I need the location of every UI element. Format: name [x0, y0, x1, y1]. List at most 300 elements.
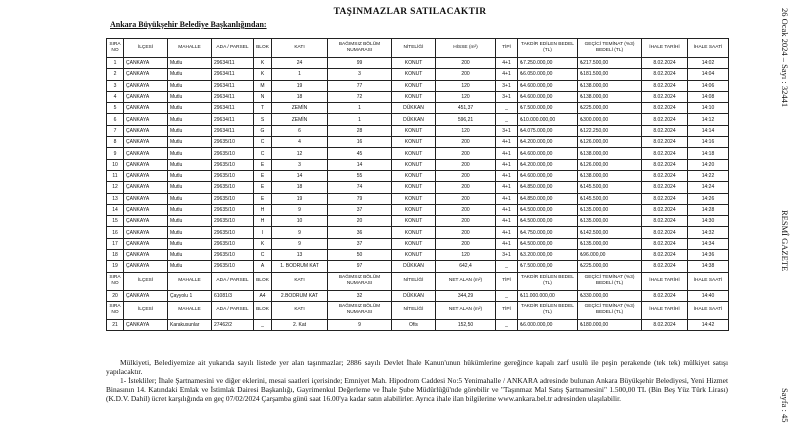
table-cell: M	[254, 80, 272, 91]
table-row	[107, 69, 729, 80]
table-cell: _	[496, 261, 518, 272]
table-cell: 200	[436, 58, 496, 69]
table-cell: C	[254, 137, 272, 148]
table-cell: S	[254, 114, 272, 125]
table-cell: ₺135.000,00	[578, 204, 642, 215]
table-cell: 29635/10	[212, 137, 254, 148]
table-cell: Mutlu	[168, 103, 212, 114]
table-cell: 14	[107, 204, 124, 215]
table-cell: 10	[272, 216, 328, 227]
table-cell: 8.02.2024	[642, 227, 688, 238]
table-cell: ÇANKAYA	[124, 216, 168, 227]
table-cell: ÇANKAYA	[124, 159, 168, 170]
table-cell: 12	[272, 148, 328, 159]
table-cell: 1	[328, 103, 392, 114]
column-header: BLOK	[254, 301, 272, 319]
table-cell: 8.02.2024	[642, 137, 688, 148]
table-cell: A4	[254, 290, 272, 301]
table-cell: 4+1	[496, 137, 518, 148]
table-cell: ÇANKAYA	[124, 204, 168, 215]
table-cell: ₺6.000.000,00	[518, 319, 578, 330]
column-header: MAHALLE	[168, 39, 212, 58]
table-cell: 8.02.2024	[642, 159, 688, 170]
table-cell: ₺4.500.000,00	[518, 238, 578, 249]
column-header: MAHALLE	[168, 272, 212, 290]
table-cell: 97	[328, 261, 392, 272]
table-row	[107, 238, 729, 249]
table-cell: 14:12	[688, 114, 729, 125]
table-cell: Mutlu	[168, 227, 212, 238]
table-cell: 596,21	[436, 114, 496, 125]
table-cell: ₺180.000,00	[578, 319, 642, 330]
table-cell: 77	[328, 80, 392, 91]
table-cell: ₺217.500,00	[578, 58, 642, 69]
table-cell: DÜKKAN	[392, 261, 436, 272]
table-cell: ZEMİN	[272, 114, 328, 125]
table-cell: E	[254, 182, 272, 193]
table-cell: 3+1	[496, 125, 518, 136]
table-cell: 37	[328, 204, 392, 215]
table-cell: 200	[436, 159, 496, 170]
table-cell: 4+1	[496, 182, 518, 193]
table-cell: 32	[328, 290, 392, 301]
table-cell: 16	[107, 227, 124, 238]
table-cell: 4+1	[496, 58, 518, 69]
table-cell: 8.02.2024	[642, 182, 688, 193]
table-cell: 18	[272, 91, 328, 102]
table-cell: 2	[107, 69, 124, 80]
table-cell: 17	[107, 238, 124, 249]
table-cell: 21	[107, 319, 124, 330]
table-cell: ₺7.500.000,00	[518, 261, 578, 272]
table-cell: Karakusunlar	[168, 319, 212, 330]
table-cell: KONUT	[392, 148, 436, 159]
table-row	[107, 290, 729, 301]
table-cell: 27462/2	[212, 319, 254, 330]
table-cell: ÇANKAYA	[124, 261, 168, 272]
table-cell: 8.02.2024	[642, 91, 688, 102]
table-cell: _	[496, 290, 518, 301]
table-cell: ÇANKAYA	[124, 125, 168, 136]
column-header: NET ALAN (m²)	[436, 272, 496, 290]
table-cell: 11	[107, 170, 124, 181]
table-cell: ₺138.000,00	[578, 148, 642, 159]
table-cell: 14:26	[688, 193, 729, 204]
table-header-row	[107, 301, 729, 319]
table-cell: 3	[328, 69, 392, 80]
table-cell: KONUT	[392, 69, 436, 80]
table-cell: 18	[107, 250, 124, 261]
table-cell: ₺7.250.000,00	[518, 58, 578, 69]
table-row	[107, 58, 729, 69]
table-cell: 8	[107, 137, 124, 148]
table-cell: 14:20	[688, 159, 729, 170]
table-cell: 14:24	[688, 182, 729, 193]
table-cell: 29634/11	[212, 103, 254, 114]
table-cell: 642,4	[436, 261, 496, 272]
table-cell: KONUT	[392, 204, 436, 215]
table-cell: ₺7.500.000,00	[518, 103, 578, 114]
table-row	[107, 148, 729, 159]
table-cell: Mutlu	[168, 58, 212, 69]
table-cell: 152,50	[436, 319, 496, 330]
table-cell: 344,29	[436, 290, 496, 301]
column-header: BAĞIMSIZ BÖLÜM NUMARASI	[328, 39, 392, 58]
table-cell: 8.02.2024	[642, 319, 688, 330]
table-cell: 72	[328, 91, 392, 102]
table-cell: E	[254, 170, 272, 181]
table-cell: 18	[272, 182, 328, 193]
paragraph-1: Mülkiyeti, Belediyemize ait yukarıda sayılı listede yer alan taşınmazlar; 2886 sayılı Devlet İhale Kanun'unun hükümlerine gereğince kapalı zarf usulü ile peşin perakende (tek tek) mülkiyet satışı yapılacaktır.	[106, 358, 728, 376]
table-row	[107, 159, 729, 170]
table-cell: _	[254, 319, 272, 330]
table-cell: ₺4.600.000,00	[518, 91, 578, 102]
table-cell: _	[496, 319, 518, 330]
table-cell: 14:18	[688, 148, 729, 159]
table-cell: 120	[436, 250, 496, 261]
table-cell: ₺225.000,00	[578, 261, 642, 272]
column-header: İHALE TARİHİ	[642, 301, 688, 319]
table-cell: 200	[436, 137, 496, 148]
table-cell: 29635/10	[212, 204, 254, 215]
table-cell: 2. Kat	[272, 319, 328, 330]
table-cell: KONUT	[392, 137, 436, 148]
table-cell: ZEMİN	[272, 103, 328, 114]
column-header: NİTELİĞİ	[392, 272, 436, 290]
column-header: NİTELİĞİ	[392, 39, 436, 58]
table-cell: 6	[107, 114, 124, 125]
table-header-row	[107, 272, 729, 290]
table-cell: Mutlu	[168, 91, 212, 102]
table-cell: 29635/10	[212, 148, 254, 159]
table-cell: 29634/11	[212, 80, 254, 91]
column-header: İHALE TARİHİ	[642, 272, 688, 290]
table-cell: 19	[272, 80, 328, 91]
table-cell: 16	[328, 137, 392, 148]
table-cell: 120	[436, 80, 496, 91]
column-header: GEÇİCİ TEMİNAT (%3) BEDELİ (TL)	[578, 39, 642, 58]
table-cell: 120	[436, 91, 496, 102]
table-cell: 4+1	[496, 216, 518, 227]
table-cell: C	[254, 250, 272, 261]
column-header: İLÇESİ	[124, 301, 168, 319]
table-cell: 14:22	[688, 170, 729, 181]
table-cell: ÇANKAYA	[124, 319, 168, 330]
table-cell: 74	[328, 182, 392, 193]
table-cell: E	[254, 193, 272, 204]
table-cell: 8.02.2024	[642, 204, 688, 215]
table-cell: ₺122.250,00	[578, 125, 642, 136]
table-cell: 6	[272, 125, 328, 136]
table-cell: 3+1	[496, 250, 518, 261]
table-cell: ₺138.000,00	[578, 91, 642, 102]
table-cell: 7	[107, 125, 124, 136]
table-cell: 4	[272, 137, 328, 148]
table-cell: 14:32	[688, 227, 729, 238]
table-cell: 12	[107, 182, 124, 193]
table-cell: G	[254, 125, 272, 136]
table-cell: 3+1	[496, 80, 518, 91]
table-cell: 8.02.2024	[642, 193, 688, 204]
table-cell: 8.02.2024	[642, 103, 688, 114]
table-cell: ÇANKAYA	[124, 114, 168, 125]
table-cell: 200	[436, 170, 496, 181]
table-cell: ₺4.600.000,00	[518, 148, 578, 159]
table-cell: 2.BODRUM KAT	[272, 290, 328, 301]
table-cell: 29635/10	[212, 216, 254, 227]
column-header: SIRA NO	[107, 39, 124, 58]
table-cell: 200	[436, 216, 496, 227]
table-cell: 200	[436, 227, 496, 238]
table-cell: 8.02.2024	[642, 125, 688, 136]
table-cell: ÇANKAYA	[124, 148, 168, 159]
table-cell: T	[254, 103, 272, 114]
authority-heading: Ankara Büyükşehir Belediye Başkanlığından:	[110, 20, 267, 29]
table-cell: ÇANKAYA	[124, 193, 168, 204]
table-cell: 29635/10	[212, 193, 254, 204]
table-cell: 20	[107, 290, 124, 301]
table-cell: Mutlu	[168, 238, 212, 249]
table-cell: 4+1	[496, 170, 518, 181]
table-cell: 8.02.2024	[642, 250, 688, 261]
table-cell: I	[254, 227, 272, 238]
issue-date-side: 26 Ocak 2024 – Sayı : 32441	[780, 8, 790, 108]
column-header: BLOK	[254, 272, 272, 290]
table-cell: 14:28	[688, 204, 729, 215]
table-cell: 14:38	[688, 261, 729, 272]
table-row	[107, 261, 729, 272]
table-cell: 8.02.2024	[642, 261, 688, 272]
table-cell: 61081/3	[212, 290, 254, 301]
table-cell: 4+1	[496, 227, 518, 238]
table-cell: ÇANKAYA	[124, 182, 168, 193]
table-cell: 9	[272, 238, 328, 249]
table-cell: Mutlu	[168, 137, 212, 148]
table-cell: 8.02.2024	[642, 58, 688, 69]
table-cell: ₺4.500.000,00	[518, 204, 578, 215]
table-cell: ₺4.850.000,00	[518, 182, 578, 193]
table-cell: 36	[328, 227, 392, 238]
table-cell: 50	[328, 250, 392, 261]
table-row	[107, 250, 729, 261]
table-cell: _	[496, 114, 518, 125]
column-header: KATI	[272, 272, 328, 290]
table-cell: KONUT	[392, 238, 436, 249]
table-cell: 10	[107, 159, 124, 170]
table-cell: 200	[436, 193, 496, 204]
column-header: TAKDİR EDİLEN BEDEL (TL)	[518, 301, 578, 319]
table-cell: KONUT	[392, 227, 436, 238]
table-cell: ₺181.500,00	[578, 69, 642, 80]
table-cell: 5	[107, 103, 124, 114]
table-cell: ₺4.750.000,00	[518, 227, 578, 238]
table-cell: ₺3.200.000,00	[518, 250, 578, 261]
table-cell: ÇANKAYA	[124, 137, 168, 148]
table-cell: 9	[272, 204, 328, 215]
table-cell: 3	[272, 159, 328, 170]
table-cell: 14:40	[688, 290, 729, 301]
table-cell: 55	[328, 170, 392, 181]
table-cell: ₺4.600.000,00	[518, 170, 578, 181]
column-header: İLÇESİ	[124, 39, 168, 58]
table-cell: ₺11.000.000,00	[518, 290, 578, 301]
table-cell: N	[254, 91, 272, 102]
table-cell: 29634/11	[212, 114, 254, 125]
table-cell: E	[254, 159, 272, 170]
column-header: ADA / PARSEL	[212, 39, 254, 58]
announcement-text	[106, 359, 728, 404]
table-row	[107, 216, 729, 227]
table-cell: KONUT	[392, 250, 436, 261]
page-title: TAŞINMAZLAR SATILACAKTIR	[333, 7, 487, 17]
column-header: KATI	[272, 301, 328, 319]
table-cell: A	[254, 261, 272, 272]
table-cell: ₺4.600.000,00	[518, 80, 578, 91]
table-cell: KONUT	[392, 159, 436, 170]
table-cell: ₺126.000,00	[578, 137, 642, 148]
table-cell: 8.02.2024	[642, 238, 688, 249]
table-cell: 14:30	[688, 216, 729, 227]
table-cell: 1	[107, 58, 124, 69]
table-cell: 29635/10	[212, 250, 254, 261]
table-row	[107, 204, 729, 215]
table-cell: 200	[436, 204, 496, 215]
table-cell: 1. BODRUM KAT	[272, 261, 328, 272]
table-cell: 29635/10	[212, 170, 254, 181]
table-cell: KONUT	[392, 80, 436, 91]
table-cell: ₺225.000,00	[578, 103, 642, 114]
table-cell: H	[254, 204, 272, 215]
table-cell: 13	[272, 250, 328, 261]
table-cell: DÜKKAN	[392, 103, 436, 114]
table-cell: C	[254, 148, 272, 159]
column-header: SIRA NO	[107, 301, 124, 319]
table-cell: KONUT	[392, 125, 436, 136]
table-cell: 14:10	[688, 103, 729, 114]
table-cell: 4	[107, 91, 124, 102]
table-cell: 29635/10	[212, 261, 254, 272]
table-cell: ₺10.000.000,00	[518, 114, 578, 125]
table-cell: 14:04	[688, 69, 729, 80]
table-cell: 200	[436, 69, 496, 80]
table-cell: 8.02.2024	[642, 170, 688, 181]
column-header: TAKDİR EDİLEN BEDEL (TL)	[518, 39, 578, 58]
table-cell: 14:34	[688, 238, 729, 249]
table-row	[107, 193, 729, 204]
table-row	[107, 319, 729, 330]
table-row	[107, 170, 729, 181]
table-cell: 29634/11	[212, 91, 254, 102]
table-cell: ÇANKAYA	[124, 290, 168, 301]
table-cell: DÜKKAN	[392, 114, 436, 125]
table-cell: Ofis	[392, 319, 436, 330]
table-cell: ₺4.075.000,00	[518, 125, 578, 136]
table-cell: 24	[272, 58, 328, 69]
table-cell: KONUT	[392, 216, 436, 227]
table-cell: ÇANKAYA	[124, 250, 168, 261]
table-cell: KONUT	[392, 193, 436, 204]
table-cell: 4+1	[496, 69, 518, 80]
table-cell: Mutlu	[168, 80, 212, 91]
column-header: HİSSE (m²)	[436, 39, 496, 58]
table-cell: ÇANKAYA	[124, 238, 168, 249]
table-cell: ₺135.000,00	[578, 238, 642, 249]
table-cell: 13	[107, 193, 124, 204]
table-cell: 4+1	[496, 159, 518, 170]
table-cell: 1	[328, 114, 392, 125]
table-cell: Mutlu	[168, 114, 212, 125]
table-cell: ÇANKAYA	[124, 170, 168, 181]
table-cell: 14	[328, 159, 392, 170]
table-cell: 8.02.2024	[642, 114, 688, 125]
table-cell: ₺300.000,00	[578, 114, 642, 125]
table-cell: 451,37	[436, 103, 496, 114]
table-cell: ₺4.200.000,00	[518, 137, 578, 148]
table-cell: Mutlu	[168, 159, 212, 170]
table-cell: 79	[328, 193, 392, 204]
table-cell: ÇANKAYA	[124, 103, 168, 114]
table-cell: 37	[328, 238, 392, 249]
table-cell: 99	[328, 58, 392, 69]
table-row	[107, 125, 729, 136]
table-cell: Mutlu	[168, 170, 212, 181]
table-cell: ÇANKAYA	[124, 69, 168, 80]
table-cell: 9	[272, 227, 328, 238]
table-cell: 3	[107, 80, 124, 91]
table-cell: 8.02.2024	[642, 69, 688, 80]
table-cell: ₺96.000,00	[578, 250, 642, 261]
table-row	[107, 80, 729, 91]
table-cell: 9	[107, 148, 124, 159]
table-cell: 19	[107, 261, 124, 272]
column-header: BAĞIMSIZ BÖLÜM NUMARASI	[328, 301, 392, 319]
table-cell: KONUT	[392, 91, 436, 102]
table-cell: K	[254, 58, 272, 69]
table-cell: ₺142.500,00	[578, 227, 642, 238]
table-cell: 9	[328, 319, 392, 330]
table-row	[107, 103, 729, 114]
table-cell: 200	[436, 182, 496, 193]
table-cell: 29635/10	[212, 227, 254, 238]
table-cell: 8.02.2024	[642, 80, 688, 91]
table-cell: 29634/11	[212, 69, 254, 80]
table-cell: 4+1	[496, 193, 518, 204]
table-row	[107, 182, 729, 193]
column-header: NİTELİĞİ	[392, 301, 436, 319]
column-header: NET ALAN (m²)	[436, 301, 496, 319]
table-cell: 14:14	[688, 125, 729, 136]
column-header: İLÇESİ	[124, 272, 168, 290]
table-cell: ÇANKAYA	[124, 58, 168, 69]
table-cell: ₺145.500,00	[578, 182, 642, 193]
table-cell: 29635/10	[212, 182, 254, 193]
table-cell: 29635/10	[212, 238, 254, 249]
column-header: İHALE TARİHİ	[642, 39, 688, 58]
column-header: İHALE SAATİ	[688, 301, 729, 319]
table-row	[107, 137, 729, 148]
table-cell: Mutlu	[168, 216, 212, 227]
table-cell: 200	[436, 148, 496, 159]
table-cell: ÇANKAYA	[124, 91, 168, 102]
table-cell: 3+1	[496, 91, 518, 102]
table-cell: 19	[272, 193, 328, 204]
table-cell: Mutlu	[168, 148, 212, 159]
table-cell: KONUT	[392, 58, 436, 69]
table-cell: 14:06	[688, 80, 729, 91]
column-header: MAHALLE	[168, 301, 212, 319]
table-cell: 120	[436, 125, 496, 136]
column-header: KATI	[272, 39, 328, 58]
